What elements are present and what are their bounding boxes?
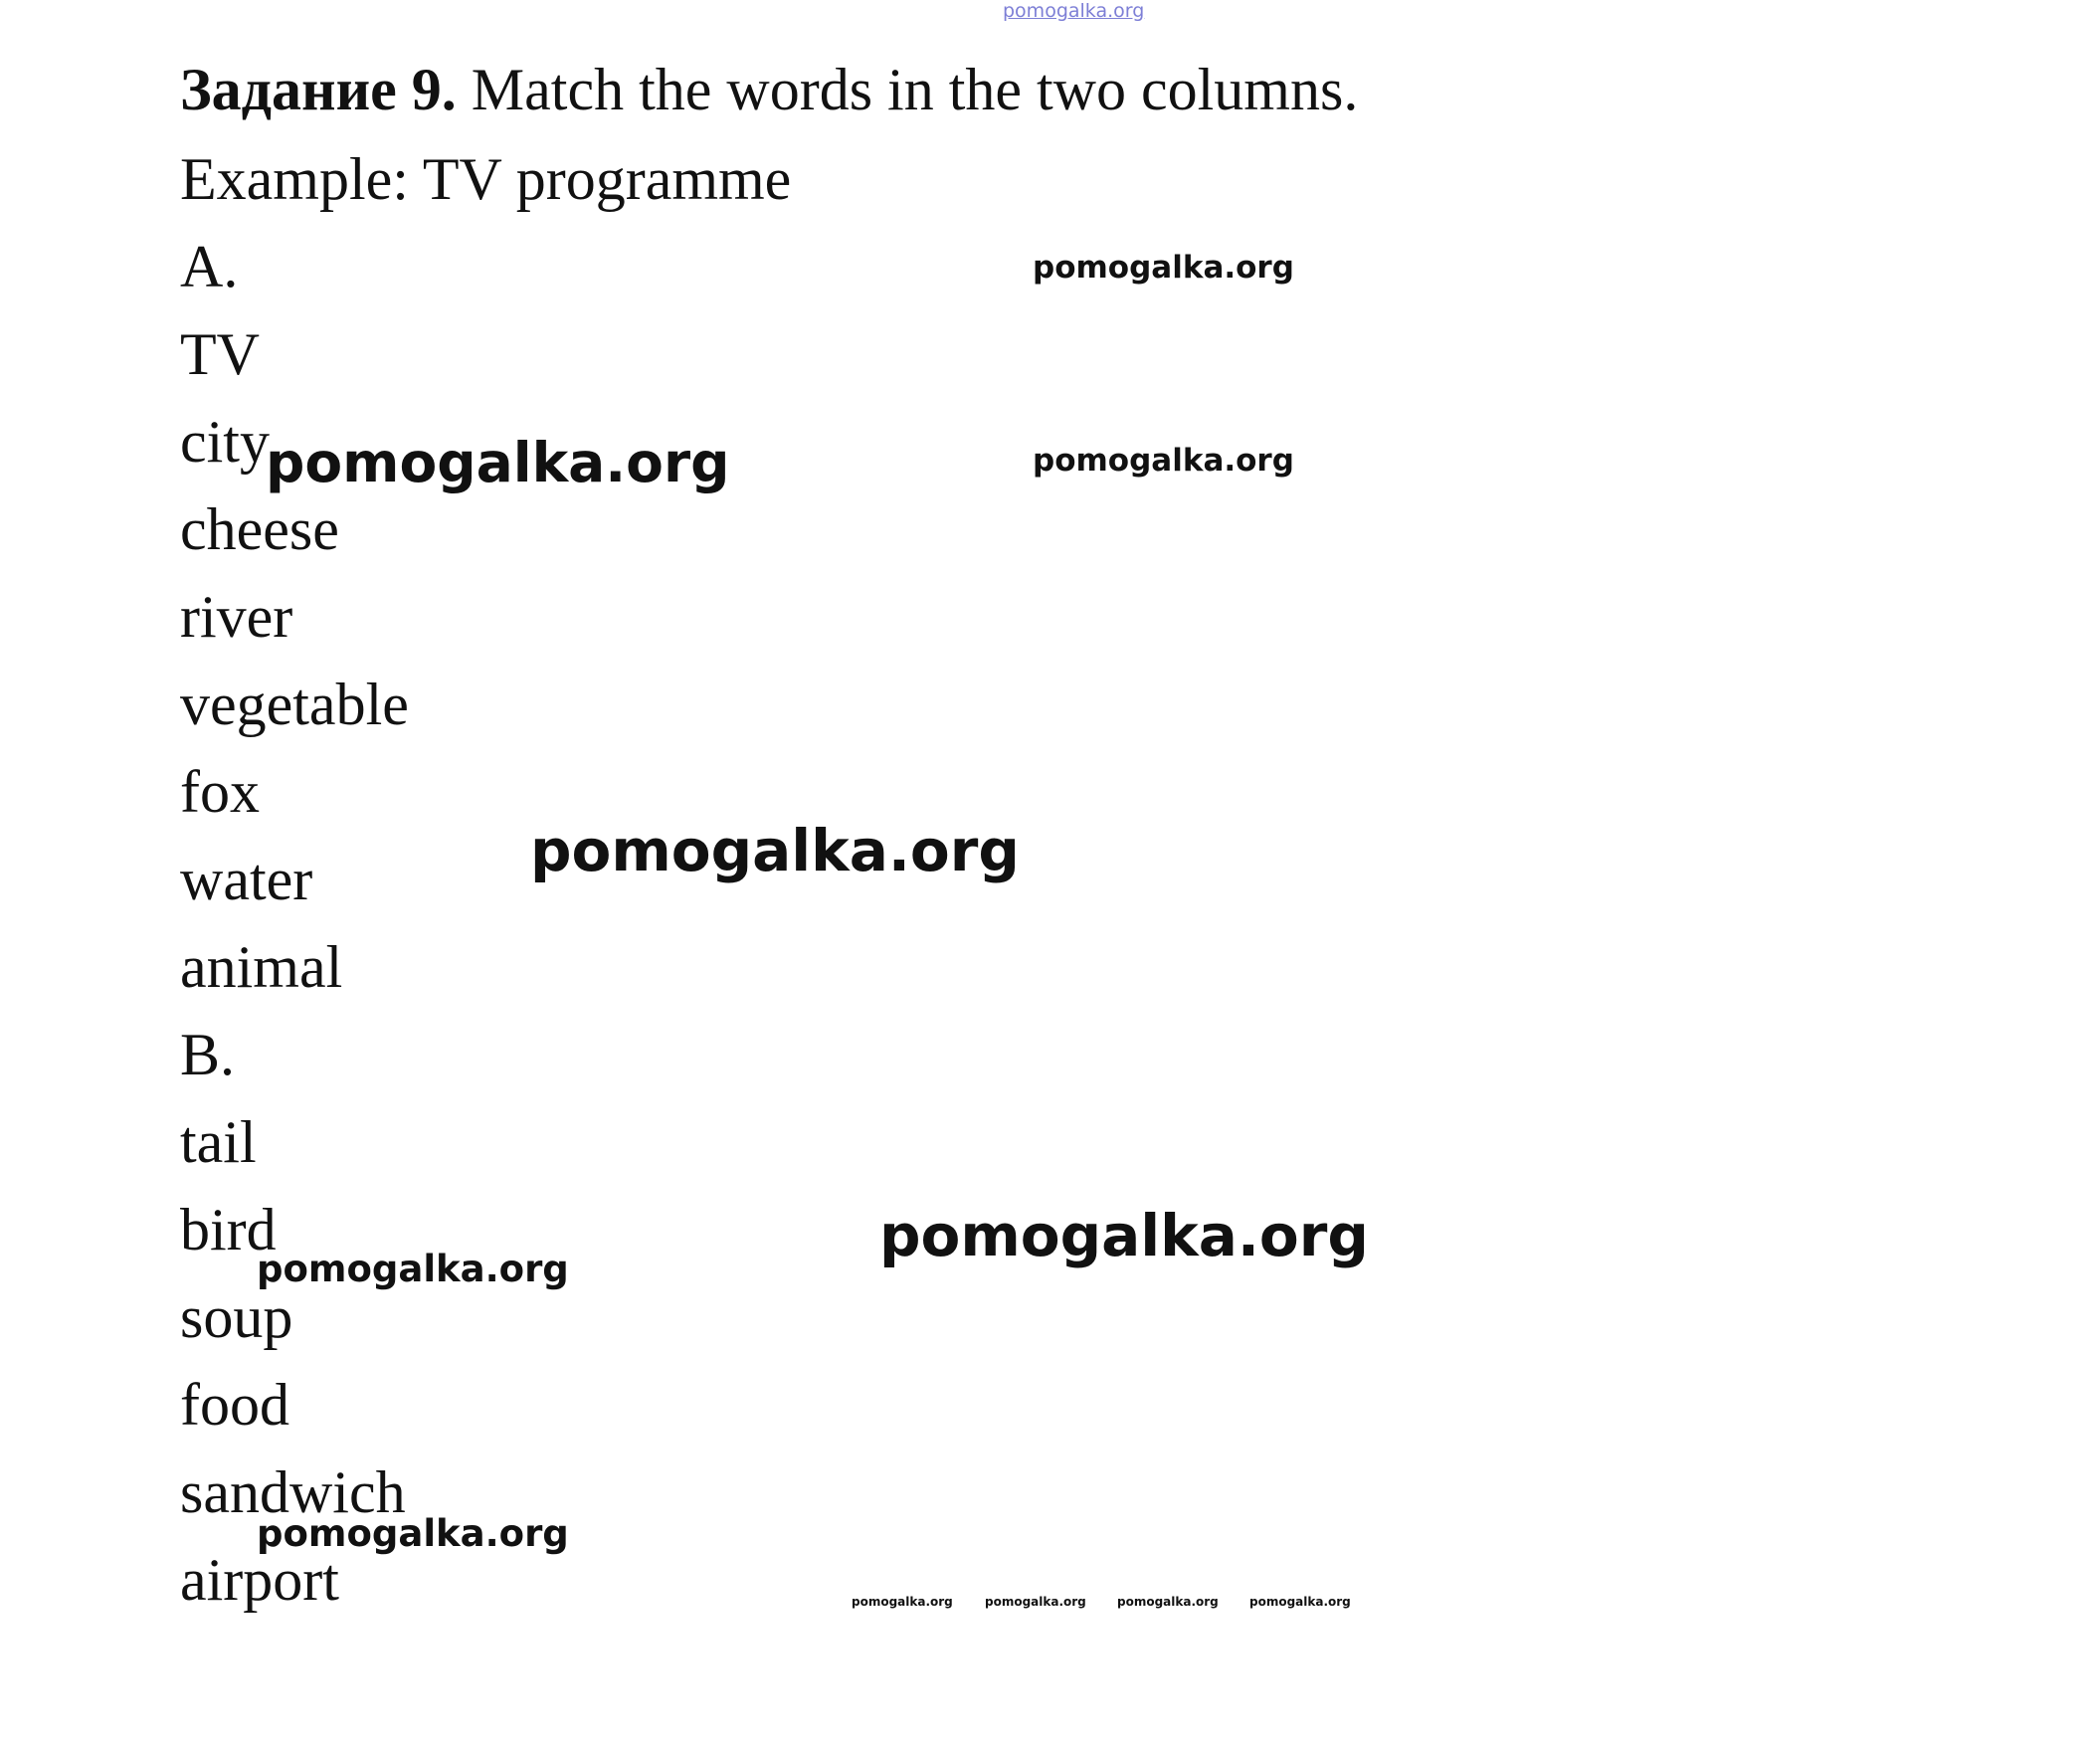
task-label: Задание 9. <box>180 57 457 122</box>
word-b-5: sandwich <box>180 1459 406 1525</box>
word-a-2: city <box>180 409 270 475</box>
watermark-left-small-1: pomogalka.org <box>257 1248 569 1290</box>
section-a-label: A. <box>180 234 239 299</box>
word-a-5: vegetable <box>180 672 409 737</box>
word-a-6: fox <box>180 759 260 825</box>
watermark-top[interactable]: pomogalka.org <box>1003 0 1145 22</box>
word-b-1: tail <box>180 1109 257 1175</box>
task-heading <box>180 57 1359 122</box>
watermark-center-big: pomogalka.org <box>530 817 1020 884</box>
word-a-3: cheese <box>180 496 339 562</box>
watermark-right-2: pomogalka.org <box>1033 443 1294 479</box>
watermark-tiny-1: pomogalka.org <box>852 1595 953 1609</box>
example-line: Example: TV programme <box>180 146 792 212</box>
section-b-label: B. <box>180 1022 236 1087</box>
watermark-tiny-4: pomogalka.org <box>1249 1595 1351 1609</box>
task-instruction: Match the words in the two columns. <box>471 57 1359 122</box>
watermark-right-1: pomogalka.org <box>1033 250 1294 286</box>
word-b-2: bird <box>180 1197 277 1262</box>
watermark-left-big: pomogalka.org <box>266 431 730 494</box>
word-b-4: food <box>180 1372 289 1438</box>
watermark-tiny-3: pomogalka.org <box>1117 1595 1219 1609</box>
word-b-3: soup <box>180 1284 293 1350</box>
watermark-tiny-2: pomogalka.org <box>985 1595 1086 1609</box>
word-a-1: TV <box>180 321 260 387</box>
word-b-6: airport <box>180 1547 339 1613</box>
watermark-right-big: pomogalka.org <box>879 1202 1369 1269</box>
word-a-4: river <box>180 584 293 650</box>
word-a-8: animal <box>180 934 343 1000</box>
word-a-7: water <box>180 847 313 912</box>
watermark-left-small-2: pomogalka.org <box>257 1512 569 1555</box>
